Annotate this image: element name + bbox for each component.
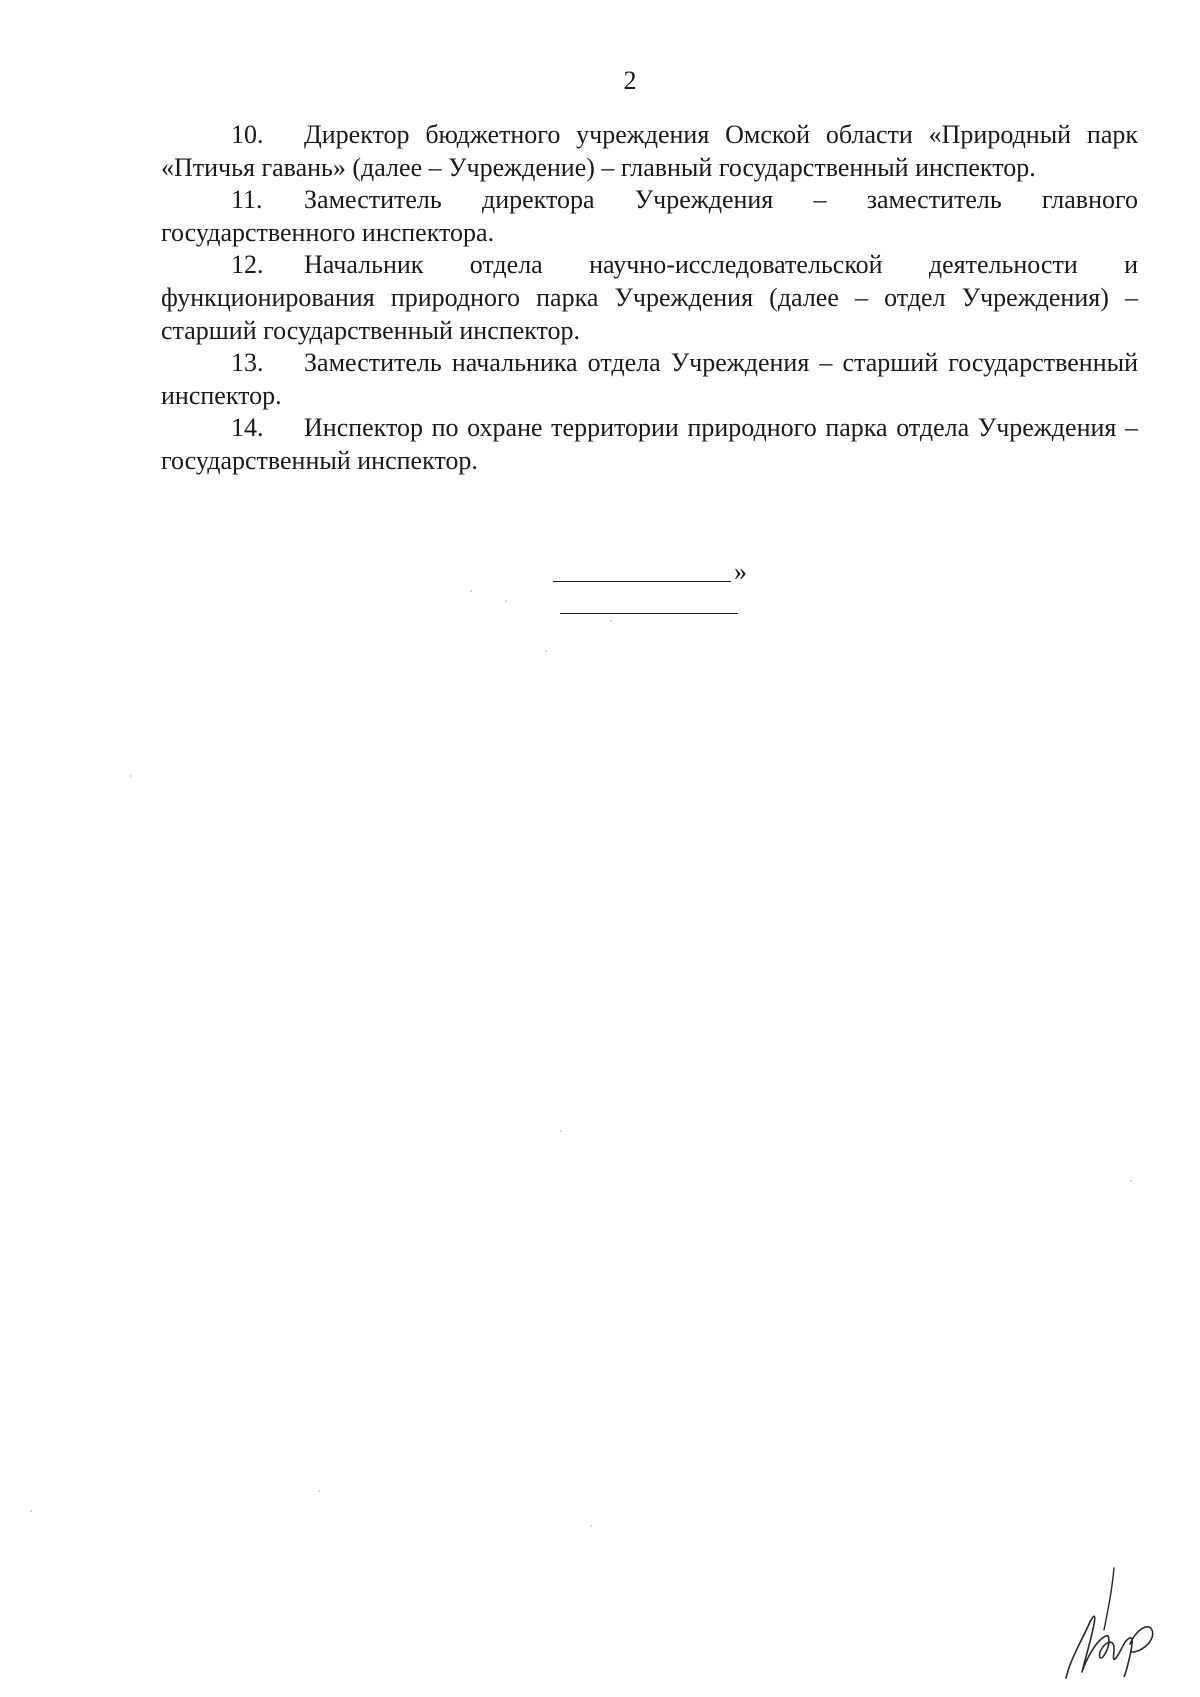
closing-mark (553, 553, 753, 613)
scan-speck (130, 775, 132, 777)
item-text: Начальник отдела научно-исследовательской деятельности и функционирования природного парка Учреждения (далее – отдел Учреждения) – старший государственный инспектор. (161, 250, 1138, 345)
scan-speck (505, 600, 507, 602)
list-item-11 (161, 184, 1138, 249)
item-number: 12. (231, 250, 264, 280)
item-text: Заместитель директора Учреждения – заместитель главного государственного инспектора. (161, 185, 1138, 247)
list-item-12 (161, 249, 1138, 347)
scan-speck (545, 650, 547, 652)
scan-speck (30, 1510, 32, 1512)
list-item-13 (161, 347, 1138, 412)
item-text: Заместитель начальника отдела Учреждения – старший государственный инспектор. (161, 348, 1138, 410)
closing-quote: » (734, 557, 747, 586)
list-item-14 (161, 412, 1138, 477)
item-text: Директор бюджетного учреждения Омской области «Природный парк «Птичья гавань» (далее – Учреждение) – главный государственный инспектор. (161, 120, 1138, 182)
closing-underline-2 (560, 613, 738, 614)
scan-speck (318, 1490, 320, 1492)
scan-speck (1130, 1180, 1132, 1182)
scan-speck (560, 1130, 562, 1132)
page-number: 2 (623, 66, 637, 95)
scan-speck (610, 620, 612, 622)
item-number: 10. (231, 120, 264, 149)
document-body (161, 119, 1138, 478)
signature-handwriting (1052, 1560, 1162, 1680)
item-text: Инспектор по охране территории природного парка отдела Учреждения – государственный инспектор. (161, 413, 1138, 475)
item-number: 13. (231, 348, 264, 378)
item-number: 14. (231, 413, 264, 443)
closing-underline-1 (553, 581, 731, 582)
scan-speck (590, 1525, 592, 1527)
list-item-10 (161, 119, 1138, 184)
scan-speck (470, 590, 472, 592)
item-number: 11. (231, 185, 263, 215)
